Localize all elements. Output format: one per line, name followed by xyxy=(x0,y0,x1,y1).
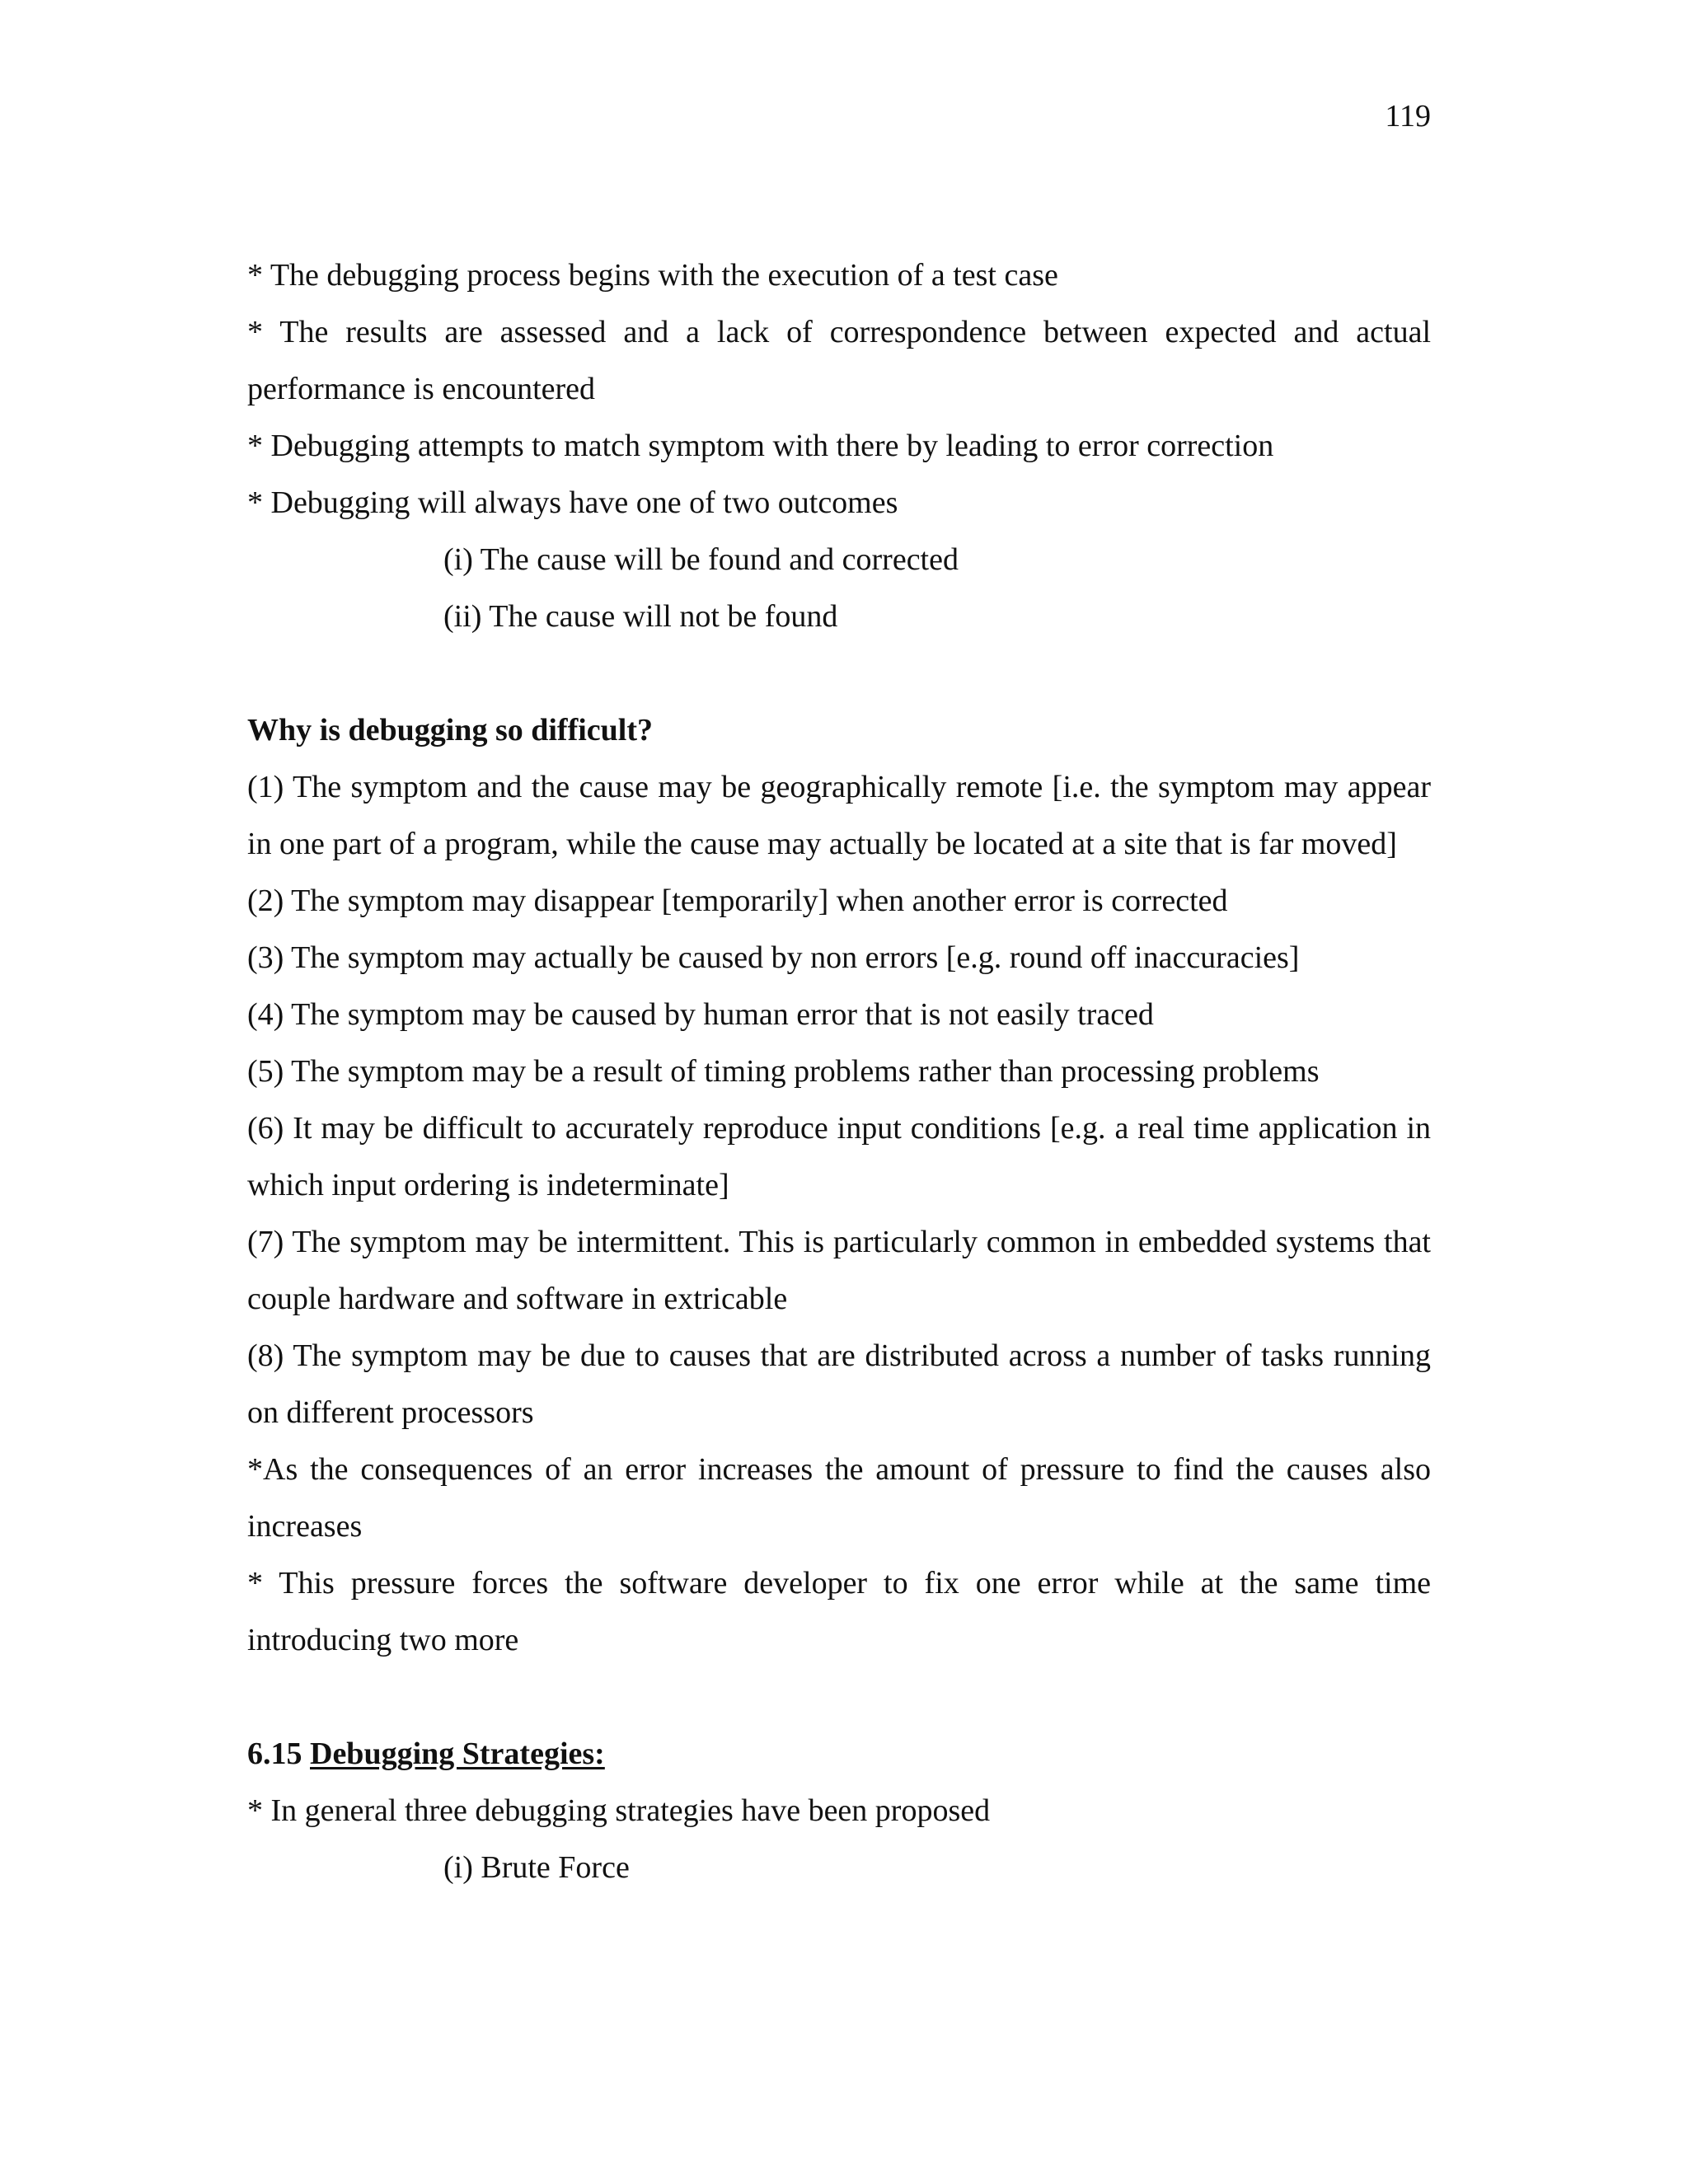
section-title: Debugging Strategies: xyxy=(310,1736,605,1771)
page-body xyxy=(247,247,1431,1896)
difficulty-item-6: (6) It may be difficult to accurately reproduce input conditions [e.g. a real time application in which input ordering is indeterminate] xyxy=(247,1111,1431,1202)
paragraph-gap xyxy=(247,1669,1431,1726)
difficulty-item-3: (3) The symptom may actually be caused by non errors [e.g. round off inaccuracies] xyxy=(247,940,1300,975)
difficulty-item-4: (4) The symptom may be caused by human error that is not easily traced xyxy=(247,997,1154,1032)
paragraph-gap xyxy=(247,645,1431,702)
section-heading-difficulty: Why is debugging so difficult? xyxy=(247,713,653,748)
page-number: 119 xyxy=(1385,99,1431,134)
bullet-results-assessed: * The results are assessed and a lack of correspondence between expected and actual performance is encountered xyxy=(247,315,1431,406)
difficulty-item-5: (5) The symptom may be a result of timing problems rather than processing problems xyxy=(247,1054,1320,1089)
bullet-two-outcomes: * Debugging will always have one of two outcomes xyxy=(247,485,898,520)
note-fix-one-error: * This pressure forces the software developer to fix one error while at the same time introducing two more xyxy=(247,1566,1431,1657)
section-heading-strategies xyxy=(247,1726,1431,1783)
difficulty-item-1: (1) The symptom and the cause may be geographically remote [i.e. the symptom may appear in one part of a program, while the cause may actually be located at a site that is far moved] xyxy=(247,770,1431,861)
note-pressure: *As the consequences of an error increases the amount of pressure to find the causes also increases xyxy=(247,1452,1431,1544)
strategy-brute-force: (i) Brute Force xyxy=(443,1850,630,1885)
section-number: 6.15 xyxy=(247,1736,302,1771)
outcome-not-found: (ii) The cause will not be found xyxy=(443,599,838,634)
difficulty-item-2: (2) The symptom may disappear [temporarily] when another error is corrected xyxy=(247,883,1228,918)
strategies-intro: * In general three debugging strategies have been proposed xyxy=(247,1793,991,1828)
bullet-test-case: * The debugging process begins with the execution of a test case xyxy=(247,258,1058,293)
outcome-found: (i) The cause will be found and corrected xyxy=(443,542,959,577)
difficulty-item-8: (8) The symptom may be due to causes that are distributed across a number of tasks running on different processors xyxy=(247,1338,1431,1430)
difficulty-item-7: (7) The symptom may be intermittent. This is particularly common in embedded systems that couple hardware and software in extricable xyxy=(247,1225,1431,1316)
bullet-match-symptom: * Debugging attempts to match symptom with there by leading to error correction xyxy=(247,429,1274,463)
